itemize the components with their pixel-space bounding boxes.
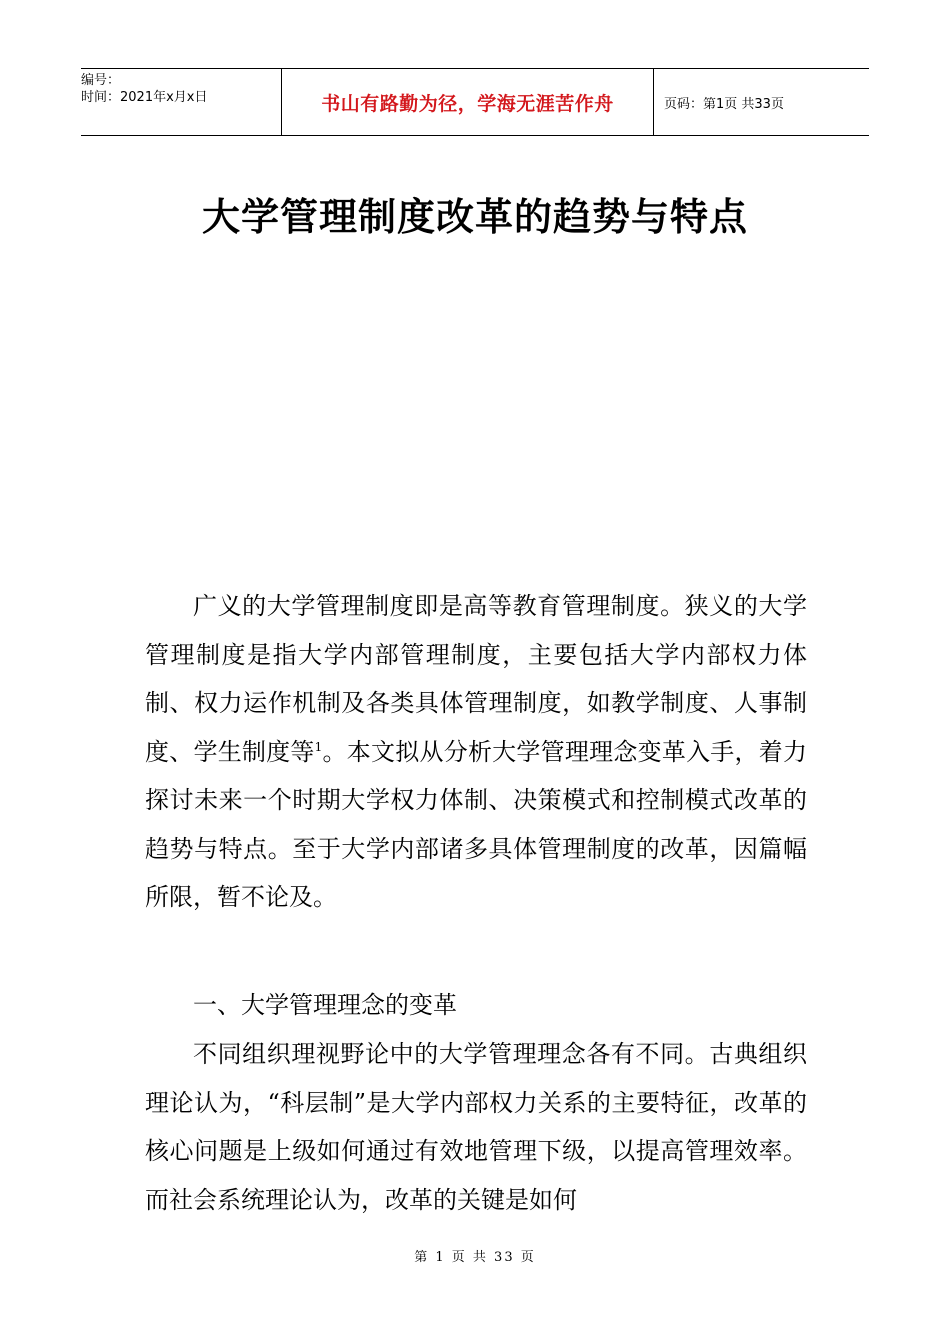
footnote-marker[interactable]: 1 xyxy=(314,739,323,754)
section-paragraph: 不同组织理视野论中的大学管理理念各有不同。古典组织理论认为，“科层制”是大学内部权力关系的主要特征，改革的核心问题是上级如何通过有效地管理下级，以提高管理效率。而社会系统理论认为，改革的关键是如何 xyxy=(145,1040,807,1214)
intro-text-part2: 。本文拟从分析大学管理理念变革入手，着力探讨未来一个时期大学权力体制、决策模式和控制模式改革的趋势与特点。至于大学内部诸多具体管理制度的改革，因篇幅所限，暂不论及。 xyxy=(145,737,808,911)
intro-paragraph xyxy=(145,582,807,922)
header-page-info xyxy=(654,69,869,135)
page-info-text: 页码：第1页 共33页 xyxy=(664,96,784,112)
document-header xyxy=(81,68,869,136)
section-heading: 一、大学管理理念的变革 xyxy=(193,991,457,1019)
time-label: 时间：2021年x月x日 xyxy=(81,90,208,105)
page-footer: 第 1 页 共 33 页 xyxy=(414,1250,536,1265)
header-meta xyxy=(81,69,281,135)
document-title: 大学管理制度改革的趋势与特点 xyxy=(201,194,748,239)
header-motto-cell xyxy=(281,69,654,135)
number-label: 编号： xyxy=(81,73,121,88)
header-motto: 书山有路勤为径，学海无涯苦作舟 xyxy=(321,92,614,115)
intro-text-part1: 广义的大学管理制度即是高等教育管理制度。狭义的大学管理制度是指大学内部管理制度，主要包括大学内部权力体制、权力运作机制及各类具体管理制度，如教学制度、人事制度、学生制度等 xyxy=(145,592,807,766)
